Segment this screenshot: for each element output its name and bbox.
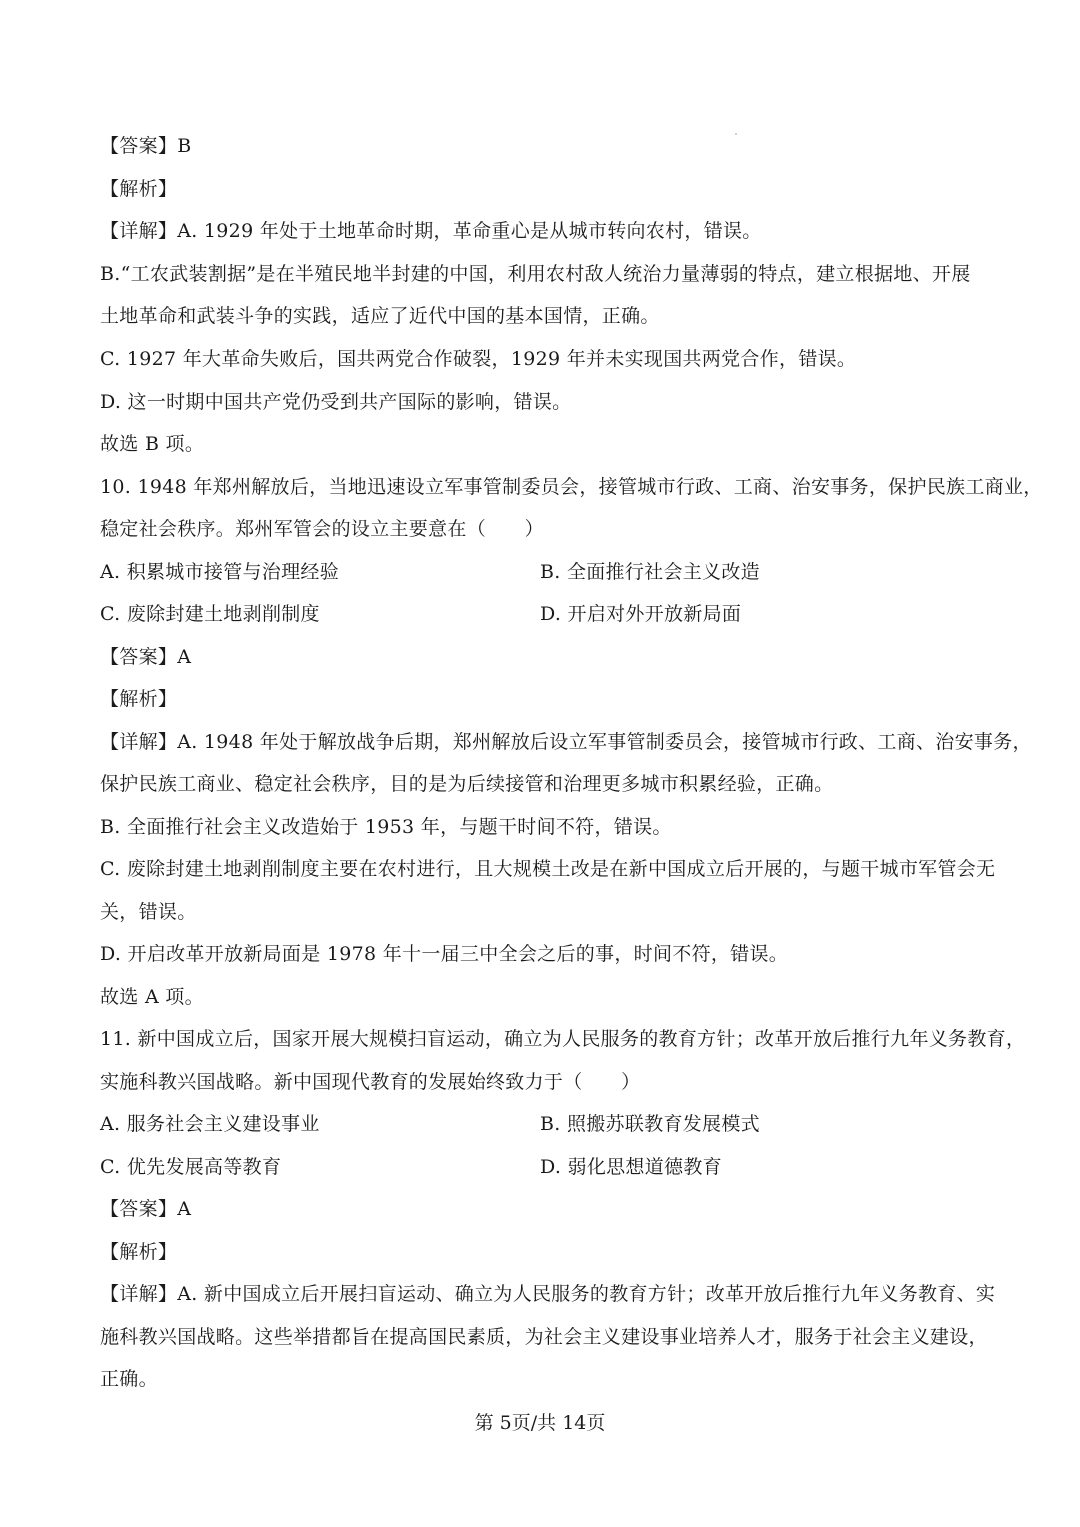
q11-detail-a-line2: 施科教兴国战略。这些举措都旨在提高国民素质，为社会主义建设事业培养人才，服务于社会主义建设， <box>100 1326 988 1348</box>
q9-detail-d: D. 这一时期中国共产党仍受到共产国际的影响，错误。 <box>100 391 572 413</box>
q10-detail-d: D. 开启改革开放新局面是 1978 年十一届三中全会之后的事，时间不符，错误。 <box>100 943 789 965</box>
q9-detail-a: 【详解】A. 1929 年处于土地革命时期，革命重心是从城市转向农村，错误。 <box>100 220 762 242</box>
q11-stem-line2: 实施科教兴国战略。新中国现代教育的发展始终致力于（ ） <box>100 1071 641 1093</box>
q10-detail-a-line2: 保护民族工商业、稳定社会秩序，目的是为后续接管和治理更多城市积累经验，正确。 <box>100 773 834 795</box>
scan-speck <box>735 133 737 135</box>
page-number-footer: 第 5页/共 14页 <box>474 1412 606 1434</box>
q9-detail-c: C. 1927 年大革命失败后，国共两党合作破裂，1929 年并未实现国共两党合作，错误。 <box>100 348 857 370</box>
q9-choice: 故选 B 项。 <box>100 433 205 455</box>
q9-detail-b-line1: B.“工农武装割据”是在半殖民地半封建的中国，利用农村敌人统治力量薄弱的特点，建立根据地、开展 <box>100 263 971 285</box>
q11-detail-a-line3: 正确。 <box>100 1368 158 1390</box>
q11-option-c: C. 优先发展高等教育 <box>100 1156 282 1178</box>
q11-option-d: D. 弱化思想道德教育 <box>540 1156 722 1178</box>
q10-detail-b: B. 全面推行社会主义改造始于 1953 年，与题干时间不符，错误。 <box>100 816 672 838</box>
q9-analysis-heading: 【解析】 <box>100 178 178 200</box>
q10-option-c: C. 废除封建土地剥削制度 <box>100 603 320 625</box>
q10-answer: 【答案】A <box>100 646 192 668</box>
q11-option-b: B. 照搬苏联教育发展模式 <box>540 1113 760 1135</box>
q9-detail-b-line2: 土地革命和武装斗争的实践，适应了近代中国的基本国情，正确。 <box>100 305 660 327</box>
q11-analysis-heading: 【解析】 <box>100 1241 178 1263</box>
q10-option-d: D. 开启对外开放新局面 <box>540 603 742 625</box>
q10-analysis-heading: 【解析】 <box>100 688 178 710</box>
q11-answer: 【答案】A <box>100 1198 192 1220</box>
q10-stem-line2: 稳定社会秩序。郑州军管会的设立主要意在（ ） <box>100 518 544 540</box>
q10-detail-c-line2: 关，错误。 <box>100 901 197 923</box>
q10-stem-line1: 10. 1948 年郑州解放后，当地迅速设立军事管制委员会，接管城市行政、工商、治安事务，保护民族工商业， <box>100 476 1043 498</box>
q10-detail-c-line1: C. 废除封建土地剥削制度主要在农村进行，且大规模土改是在新中国成立后开展的，与题干城市军管会无 <box>100 858 996 880</box>
q10-option-b: B. 全面推行社会主义改造 <box>540 561 760 583</box>
q10-detail-a-line1: 【详解】A. 1948 年处于解放战争后期，郑州解放后设立军事管制委员会，接管城市行政、工商、治安事务， <box>100 731 1032 753</box>
q9-answer: 【答案】B <box>100 135 192 157</box>
q11-stem-line1: 11. 新中国成立后，国家开展大规模扫盲运动，确立为人民服务的教育方针；改革开放后推行九年义务教育， <box>100 1028 1026 1050</box>
q11-detail-a-line1: 【详解】A. 新中国成立后开展扫盲运动、确立为人民服务的教育方针；改革开放后推行九年义务教育、实 <box>100 1283 996 1305</box>
q11-option-a: A. 服务社会主义建设事业 <box>100 1113 320 1135</box>
q10-option-a: A. 积累城市接管与治理经验 <box>100 561 340 583</box>
q10-choice: 故选 A 项。 <box>100 986 204 1008</box>
